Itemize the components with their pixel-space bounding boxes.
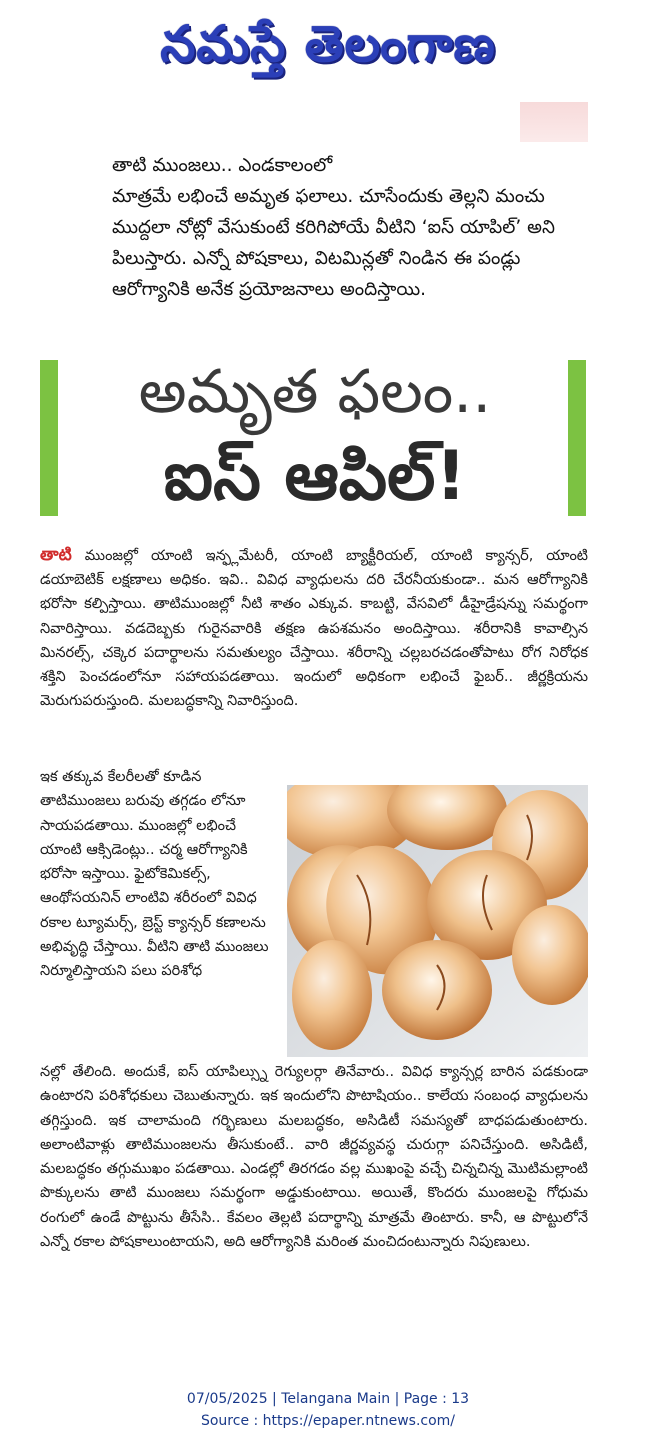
- article-body-top: [40, 543, 588, 713]
- ice-apple-photo: [287, 785, 588, 1057]
- article-text-bottom: నల్లో తేలింది. అందుకే, ఐస్ యాపిల్స్ను రెగ్యులర్గా తినేవారు.. వివిధ క్యాన్సర్ల బారిన పడకుండా ఉంటారని పరిశోధకులు చెబుతున్నారు. ఇక ఇందులోని పొటాషియం.. కాలేయ సంబంధ వ్యాధులను తగ్గిస్తుంది. ఇక చాలామంది గర్భిణులు మలబద్ధకం, అసిడిటీ సమస్యతో బాధపడుతుంటారు. అలాంటివాళ్లు తాటిముంజలను తీసుకుంటే.. వారి జీర్ణవ్యవస్థ చురుగ్గా పనిచేస్తుంది. అసిడిటీ, మలబద్ధకం తగ్గుముఖం పడతాయి. ఎండల్లో తిరగడం వల్ల ముఖంపై వచ్చే చిన్నచిన్న మొటిమల్లాంటి పొక్కులను తాటి ముంజలు సమర్థంగా అడ్డుకుంటాయి. అయితే, కొందరు ముంజలపై గోధుమ రంగులో ఉండే పొట్టును తీసేసి.. కేవలం తెల్లటి పదార్థాన్ని మాత్రమే తింటారు. కానీ, ఆ పొట్టులోనే ఎన్నో రకాల పోషకాలుంటాయని, అది ఆరోగ్యానికి మరింత మంచిదంటున్నారు నిపుణులు.: [40, 1064, 588, 1251]
- intro-paragraph: [112, 150, 598, 305]
- article-body-bottom: [40, 1060, 588, 1254]
- footer-date-edition: 07/05/2025 | Telangana Main | Page : 13: [186, 1391, 470, 1407]
- article-body-left: [40, 765, 280, 984]
- intro-text: మాత్రమే లభించే అమృత ఫలాలు. చూసేందుకు తెల్లని మంచు ముద్దలా నోట్లో వేసుకుంటే కరిగిపోయే వీటిని ‘ఐస్ యాపిల్’ అని పిలుస్తారు. ఎన్నో పోషకాలు, విటమిన్లతో నిండిన ఈ పండ్లు ఆరోగ్యానికి అనేక ప్రయోజనాలు అందిస్తాయి.: [112, 186, 555, 300]
- footer-source: Source : https://epaper.ntnews.com/: [200, 1413, 456, 1429]
- headline-line2: ఐస్ ఆపిల్!: [163, 437, 467, 516]
- accent-bar-left: [40, 360, 58, 516]
- masthead-logo: నమస్తే తెలంగాణ: [160, 14, 496, 73]
- accent-bar-right: [568, 360, 586, 516]
- headline-line1: అమృత ఫలం..: [138, 357, 492, 427]
- article-text-top: ముంజల్లో యాంటి ఇన్ఫ్లమేటరీ, యాంటి బ్యాక్టీరియల్, యాంటి క్యాన్సర్, యాంటి డయాబెటిక్ లక్షణాలు అధికం. ఇవి.. వివిధ వ్యాధులను దరి చేరనీయకుండా.. మన ఆరోగ్యానికి భరోసా కల్పిస్తాయి. తాటిముంజల్లో నీటి శాతం ఎక్కువ. కాబట్టి, వేసవిలో డీహైడ్రేషన్ను సమర్థంగా నివారిస్తాయి. వడదెబ్బకు గురైనవారికి తక్షణ ఉపశమనం అందిస్తాయి. శరీరానికి కావాల్సిన మినరల్స్, చక్కెర పదార్థాలను సమతుల్యం చేస్తాయి. శరీరాన్ని చల్లబరచడంతోపాటు రోగ నిరోధక శక్తిని పెంచడంలోనూ సహాయపడతాయి. ఇందులో అధికంగా లభించే ఫైబర్.. జీర్ణక్రియను మెరుగుపరుస్తుంది. మలబద్ధకాన్ని నివారిస్తుంది.: [40, 548, 588, 710]
- article-text-left: ఇక తక్కువ కేలరీలతో కూడిన తాటిముంజలు బరువు తగ్గడం లోనూ సాయపడతాయి. ముంజల్లో లభించే యాంటి ఆక్సిడెంట్లు.. చర్మ ఆరోగ్యానికి భరోసా ఇస్తాయి. ఫైటోకెమికల్స్, ఆంథోసయనిన్ లాంటివి శరీరంలో వివిధ రకాల ట్యూమర్స్, బ్రెస్ట్ క్యాన్సర్ కణాలను అభివృద్ధి చేస్తాయి. వీటిని తాటి ముంజలు నిర్మూలిస్తాయని పలు పరిశోధ: [40, 769, 269, 980]
- headline: [70, 352, 560, 522]
- drop-word: తాటి: [40, 545, 72, 565]
- footer: [0, 1388, 656, 1432]
- intro-lead: తాటి ముంజలు.. ఎండకాలంలో: [112, 155, 333, 176]
- masthead: [0, 10, 656, 90]
- decorative-bar: [520, 102, 588, 142]
